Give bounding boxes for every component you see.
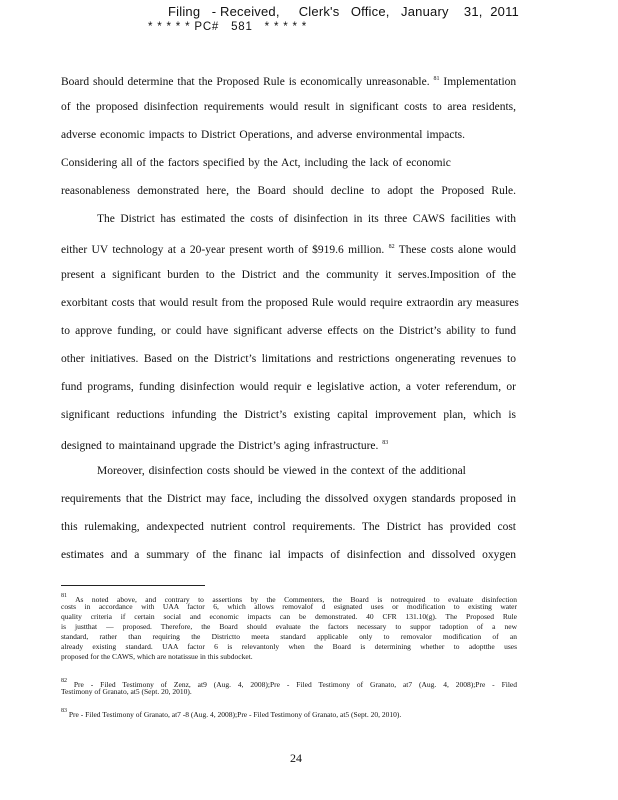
body-line-text: of the proposed disinfection requirements would result in significant costs to area residents, (61, 101, 516, 113)
footnote-line (61, 622, 517, 632)
footnote-divider (61, 585, 205, 586)
body-line (61, 184, 516, 198)
body-line (61, 548, 516, 562)
body-line-text: estimates and a summary of the financ ial impacts of disinfection and dissolved oxygen (61, 549, 516, 561)
footnote-number: 81 (61, 593, 67, 599)
footnote-line (61, 612, 517, 622)
footnote-line (61, 687, 517, 697)
body-line-text: other initiatives. Based on the District’s limitations and restrictions ongenerating revenues to (61, 353, 516, 365)
body-line (61, 436, 516, 453)
body-line-text: this rulemaking, andexpected nutrient control requirements. The District has provided cost (61, 521, 516, 533)
body-line (61, 380, 516, 394)
body-line (97, 464, 516, 478)
body-line (61, 100, 516, 114)
page-number: 24 (290, 751, 302, 765)
body-line-text: Considering all of the factors specified by the Act, including the lack of economic (61, 157, 451, 169)
body-line (61, 520, 516, 534)
footnote-text: standard, rather than requiring the Districtto meeta standard applicable only to removalor modification of an (61, 632, 517, 641)
body-line-text: requirements that the District may face, including the dissolved oxygen standards proposed in (61, 493, 516, 505)
footnote-line (61, 602, 517, 612)
footnote-text: Testimony of Granato, at5 (Sept. 20, 2010). (61, 687, 192, 696)
body-line-text: either UV technology at a 20-year present worth of $919.6 million. (61, 244, 385, 256)
body-line-text: designed to maintainand upgrade the District’s aging infrastructure. (61, 440, 379, 452)
footnote-line (61, 652, 517, 662)
footnote-line (61, 707, 517, 720)
footnote-text: Pre - Filed Testimony of Granato, at7 -8 (Aug. 4, 2008);Pre - Filed Testimony of Granato, at5 (Sept. 20, 2010). (68, 710, 402, 719)
footnote-line (61, 642, 517, 652)
filing-header: Filing - Received, Clerk's Office, January 31, 2011 (168, 4, 519, 19)
body-line (61, 72, 516, 89)
body-line (61, 492, 516, 506)
footnote-text: proposed for the CAWS, which are notatissue in this subdocket. (61, 652, 253, 661)
body-line (61, 352, 516, 366)
footnote-text: is justthat — proposed. Therefore, the Board should evaluate the factors necessary to suppor tadoption of a new (61, 622, 517, 631)
footnote-text: quality criteria if certain social and economic impacts can be demonstrated. 40 CFR 131.10(g). The Proposed Rule (61, 612, 517, 621)
body-line-text: Implementation (443, 76, 517, 88)
body-line-text: fund programs, funding disinfection would requir e legislative action, a voter referendum, or (61, 381, 516, 393)
body-line (97, 212, 516, 226)
body-line-text: exorbitant costs that would result from the proposed Rule would require extraordin ary measures (61, 297, 519, 309)
body-line-text: The District has estimated the costs of disinfection in its three CAWS facilities with (97, 213, 516, 225)
body-line-text: These costs alone would (398, 244, 516, 256)
body-line (61, 240, 516, 257)
body-line-text: to approve funding, or could have significant adverse effects on the District’s ability to fund (61, 325, 516, 337)
footnote-reference[interactable]: 81 (433, 76, 440, 82)
footnote-line (61, 632, 517, 642)
body-line (61, 296, 519, 310)
body-line (61, 128, 516, 142)
body-line-text: significant reductions infunding the District’s existing capital improvement plan, which is (61, 409, 516, 421)
body-line-text: present a significant burden to the District and the community it serves.Imposition of the (61, 269, 516, 281)
body-line (61, 408, 516, 422)
body-line-text: reasonableness demonstrated here, the Board should decline to adopt the Proposed Rule. (61, 185, 516, 197)
footnote-text: already existing standard. UAA factor 6 is relevantonly when the Board is determining whether to adoptthe uses (61, 642, 517, 651)
footnote-reference[interactable]: 83 (382, 440, 389, 446)
body-line-text: Board should determine that the Proposed Rule is economically unreasonable. (61, 76, 430, 88)
footnote-text: costs in accordance with UAA factor 6, which allows removalof d esignated uses or modification to existing water (61, 602, 517, 611)
footnote-reference[interactable]: 82 (388, 244, 395, 250)
footnote-text: As noted above, and contrary to assertions by the Commenters, the Board is notrequired to evaluate disinfection (75, 595, 517, 604)
footnote-number: 83 (61, 708, 67, 714)
body-line (61, 156, 516, 170)
pc-number-header: * * * * * PC# 581 * * * * * (148, 21, 308, 33)
footnote-number: 82 (61, 678, 67, 684)
body-line (61, 324, 516, 338)
body-line-text: adverse economic impacts to District Operations, and adverse environmental impacts. (61, 129, 466, 141)
footnote-text: Pre - Filed Testimony of Zenz, at9 (Aug. 4, 2008);Pre - Filed Testimony of Granato, at7 (Aug. 4, 2008);Pre - Filed (73, 680, 517, 689)
body-line (61, 268, 516, 282)
body-line-text: Moreover, disinfection costs should be viewed in the context of the additional (97, 465, 466, 477)
